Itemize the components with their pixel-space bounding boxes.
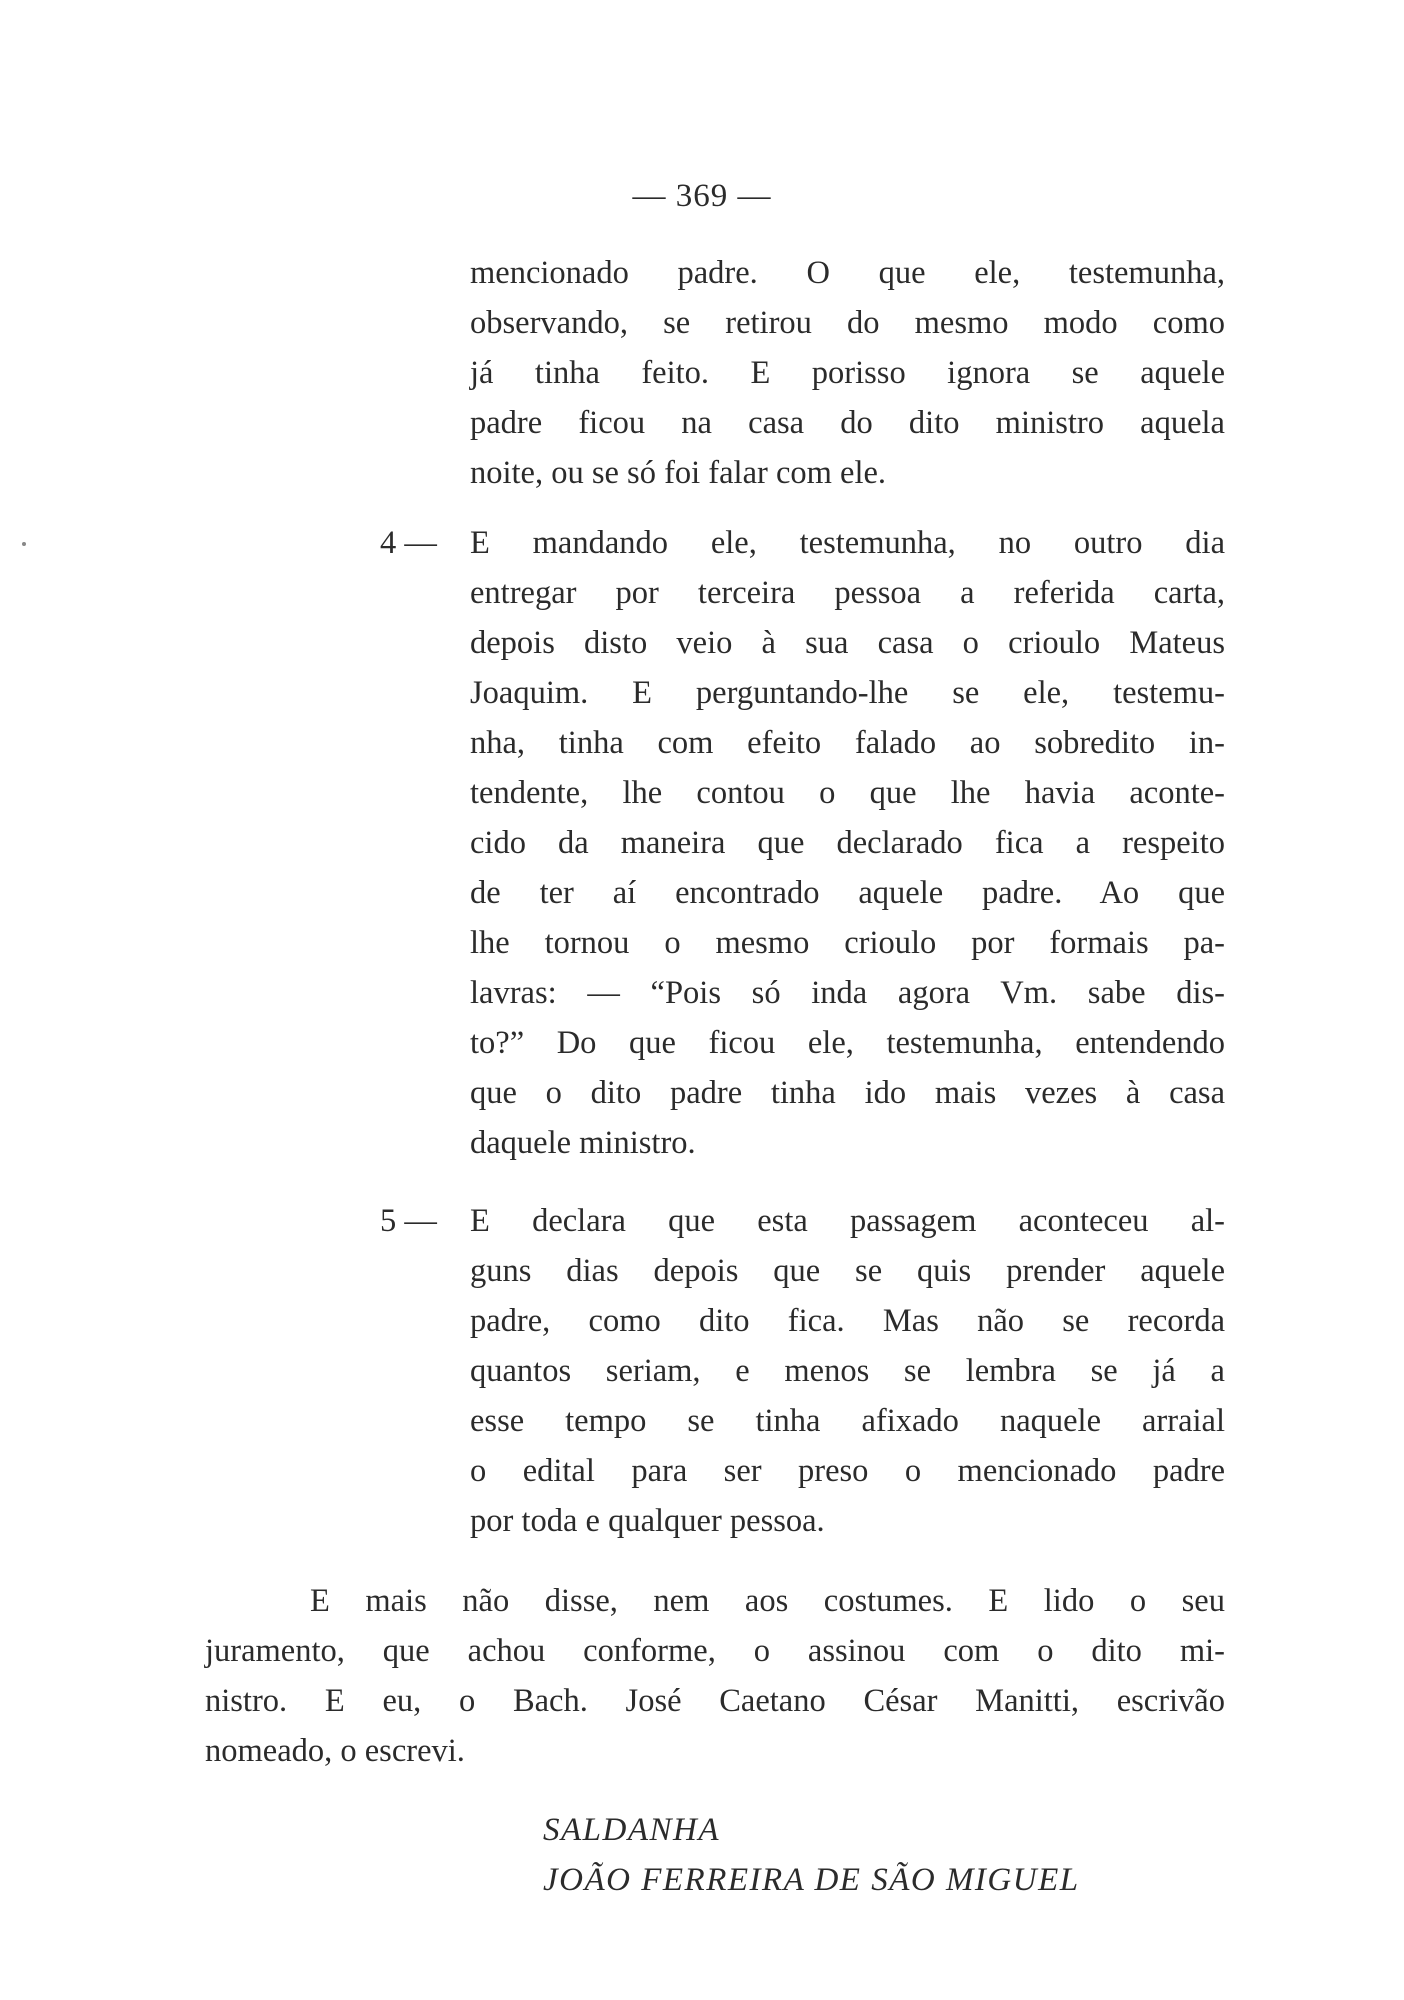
text-line: E mais não disse, nem aos costumes. E lido o seu (310, 1583, 1225, 1619)
text-line: observando, se retirou do mesmo modo como (470, 305, 1225, 341)
text-line: nomeado, o escrevi. (205, 1733, 465, 1769)
scan-speck (22, 542, 26, 546)
text-line: por toda e qualquer pessoa. (470, 1503, 825, 1539)
text-line: o edital para ser preso o mencionado padre (470, 1453, 1225, 1489)
continuation-paragraph (470, 248, 1225, 498)
text-line: que o dito padre tinha ido mais vezes à casa (470, 1075, 1225, 1111)
text-line: E declara que esta passagem aconteceu al- (470, 1203, 1225, 1239)
text-line: juramento, que achou conforme, o assinou com o dito mi- (205, 1633, 1225, 1669)
text-line: to?” Do que ficou ele, testemunha, entendendo (470, 1025, 1225, 1061)
closing-paragraph (205, 1576, 1225, 1776)
text-line: lavras: — “Pois só inda agora Vm. sabe dis- (470, 975, 1225, 1011)
text-line: nistro. E eu, o Bach. José Caetano César Manitti, escrivão (205, 1683, 1225, 1719)
text-line: padre ficou na casa do dito ministro aquela (470, 405, 1225, 441)
text-line: nha, tinha com efeito falado ao sobredito in- (470, 725, 1225, 761)
text-line: quantos seriam, e menos se lembra se já a (470, 1353, 1225, 1389)
text-line: guns dias depois que se quis prender aquele (470, 1253, 1225, 1289)
text-line: Joaquim. E perguntando-lhe se ele, testemu- (470, 675, 1225, 711)
text-line: E mandando ele, testemunha, no outro dia (470, 525, 1225, 561)
text-line: entregar por terceira pessoa a referida carta, (470, 575, 1225, 611)
item-number-4: 4 — (380, 525, 437, 561)
text-line: mencionado padre. O que ele, testemunha, (470, 255, 1225, 291)
signature-saldanha: SALDANHA (543, 1812, 720, 1848)
page-number: — 369 — (632, 178, 772, 214)
item-number-5: 5 — (380, 1203, 437, 1239)
text-line: daquele ministro. (470, 1125, 696, 1161)
text-line: esse tempo se tinha afixado naquele arraial (470, 1403, 1225, 1439)
text-line: lhe tornou o mesmo crioulo por formais pa- (470, 925, 1225, 961)
text-line: cido da maneira que declarado fica a respeito (470, 825, 1225, 861)
text-line: depois disto veio à sua casa o crioulo Mateus (470, 625, 1225, 661)
text-line: padre, como dito fica. Mas não se recorda (470, 1303, 1225, 1339)
text-line: de ter aí encontrado aquele padre. Ao que (470, 875, 1225, 911)
signature-joao-ferreira: JOÃO FERREIRA DE SÃO MIGUEL (543, 1862, 1080, 1898)
text-line: noite, ou se só foi falar com ele. (470, 455, 887, 491)
item-4-paragraph (470, 518, 1225, 1168)
item-5-paragraph (470, 1196, 1225, 1546)
text-line: já tinha feito. E porisso ignora se aquele (470, 355, 1225, 391)
text-line: tendente, lhe contou o que lhe havia aconte- (470, 775, 1225, 811)
